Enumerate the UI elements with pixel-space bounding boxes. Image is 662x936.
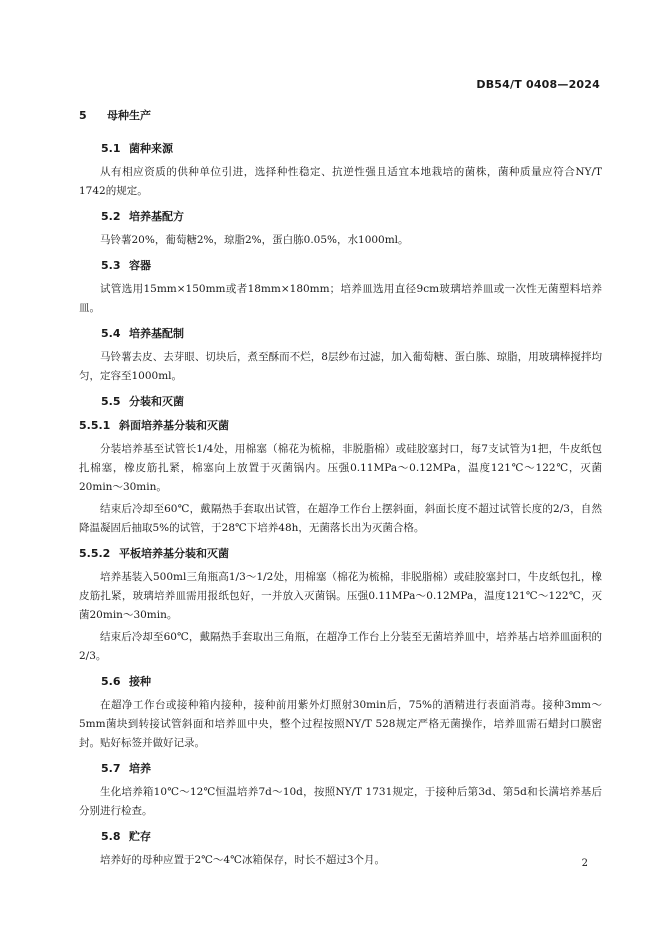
subsection-number: 5.8: [101, 830, 121, 843]
paragraph: 从有相应资质的供种单位引进，选择种性稳定、抗逆性强且适宜本地栽培的菌株，菌种质量应符合NY/T 1742的规定。: [79, 166, 602, 197]
subsection-title: 容器: [129, 259, 151, 272]
subsection-heading-5-1: [101, 141, 602, 157]
paragraph: 分装培养基至试管长1/4处，用棉塞（棉花为梳棉，非脱脂棉）或硅胶塞封口，每7支试管为1把，牛皮纸包扎棉塞，橡皮筋扎紧，棉塞向上放置于灭菌锅内。压强0.11MPa～0.12MPa，温度121℃～122℃，灭菌20min～30min。: [79, 443, 602, 493]
subsection-title: 贮存: [129, 830, 151, 843]
subsection-number: 5.2: [101, 210, 121, 223]
subsection-heading-5-3: [101, 258, 602, 274]
subsubsection-title: 平板培养基分装和灭菌: [119, 547, 229, 560]
subsection-heading-5-8: [101, 829, 602, 845]
paragraph: 马铃薯20%，葡萄糖2%，琼脂2%，蛋白胨0.05%，水1000ml。: [100, 234, 409, 246]
subsection-title: 培养基配制: [129, 327, 184, 340]
paragraph: 在超净工作台或接种箱内接种，接种前用紫外灯照射30min后，75%的酒精进行表面消毒。接种3mm～5mm菌块到转接试管斜面和培养皿中央，整个过程按照NY/T 528规定严格无菌操作，培养皿需石蜡封口膜密封。贴好标签并做好记录。: [79, 699, 602, 749]
subsubsection-number: 5.5.1: [79, 419, 111, 432]
subsubsection-heading-5-5-2: [79, 546, 602, 562]
subsubsection-number: 5.5.2: [79, 547, 111, 560]
subsubsection-heading-5-5-1: [79, 418, 602, 434]
paragraph: 试管选用15mm×150mm或者18mm×180mm；培养皿选用直径9cm玻璃培养皿或一次性无菌塑料培养皿。: [79, 283, 602, 314]
subsection-heading-5-5: [101, 394, 602, 410]
subsection-number: 5.5: [101, 395, 121, 408]
subsection-title: 培养基配方: [129, 210, 184, 223]
subsection-heading-5-6: [101, 674, 602, 690]
subsection-title: 培养: [129, 762, 151, 775]
subsection-title: 菌种来源: [129, 142, 173, 155]
subsection-number: 5.6: [101, 675, 121, 688]
subsection-number: 5.1: [101, 142, 121, 155]
subsection-number: 5.4: [101, 327, 121, 340]
standard-code: DB54/T 0408—2024: [476, 78, 600, 91]
page-content: [79, 108, 602, 873]
paragraph: 结束后冷却至60℃，戴隔热手套取出试管，在超净工作台上摆斜面，斜面长度不超过试管长度的2/3，自然降温凝固后抽取5%的试管，于28℃下培养48h，无菌落长出为灭菌合格。: [79, 503, 602, 534]
subsection-heading-5-2: [101, 209, 602, 225]
page-number: 2: [581, 858, 588, 869]
paragraph: 生化培养箱10℃～12℃恒温培养7d～10d，按照NY/T 1731规定，于接种后第3d、第5d和长满培养基后分别进行检查。: [79, 786, 602, 817]
paragraph: 结束后冷却至60℃，戴隔热手套取出三角瓶，在超净工作台上分装至无菌培养皿中，培养基占培养皿面积的2/3。: [79, 631, 602, 662]
section-heading-5: [79, 108, 602, 124]
subsubsection-title: 斜面培养基分装和灭菌: [119, 419, 229, 432]
subsection-title: 接种: [129, 675, 151, 688]
section-number: 5: [79, 109, 87, 122]
section-title: 母种生产: [107, 109, 151, 122]
subsection-number: 5.7: [101, 762, 121, 775]
subsection-number: 5.3: [101, 259, 121, 272]
paragraph: 培养好的母种应置于2℃～4℃冰箱保存，时长不超过3个月。: [100, 854, 386, 866]
subsection-title: 分装和灭菌: [129, 395, 184, 408]
paragraph: 马铃薯去皮、去芽眼、切块后，煮至酥而不烂，8层纱布过滤，加入葡萄糖、蛋白胨、琼脂，用玻璃棒搅拌均匀，定容至1000ml。: [79, 351, 602, 382]
subsection-heading-5-7: [101, 761, 602, 777]
paragraph: 培养基装入500ml三角瓶高1/3～1/2处，用棉塞（棉花为梳棉，非脱脂棉）或硅胶塞封口，牛皮纸包扎，橡皮筋扎紧，玻璃培养皿需用报纸包好，一并放入灭菌锅。压强0.11MPa～0.12MPa，温度121℃～122℃，灭菌20min～30min。: [79, 571, 602, 621]
subsection-heading-5-4: [101, 326, 602, 342]
